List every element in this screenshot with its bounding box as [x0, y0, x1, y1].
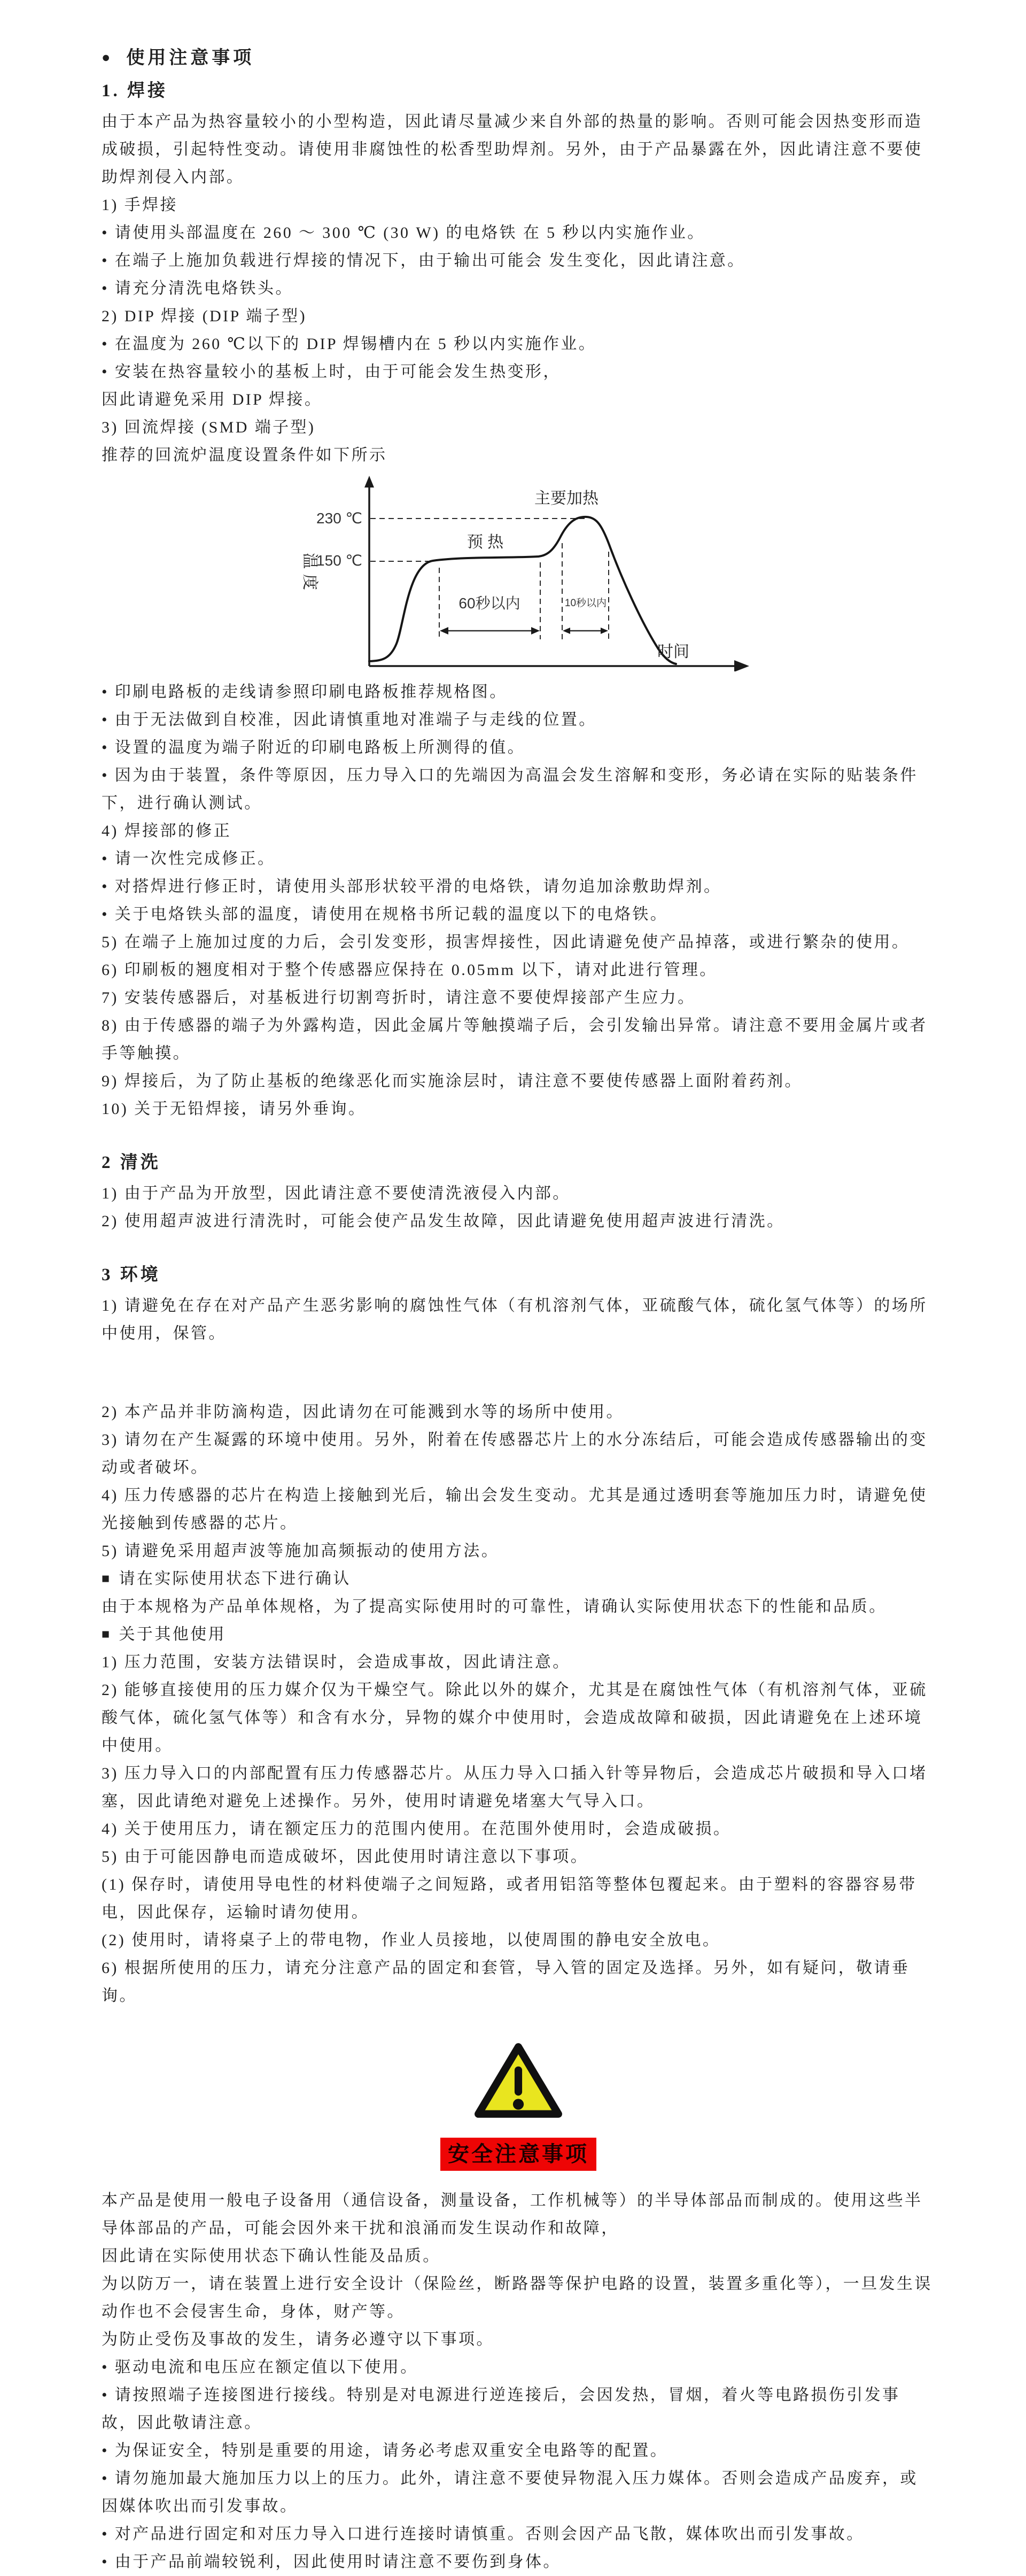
- doc-line: 2) 能够直接使用的压力媒介仅为干燥空气。除此以外的媒介，尤其是在腐蚀性气体（有机溶剂气体，亚硫酸气体，硫化氢气体等）和含有水分，异物的媒介中使用时，会造成故障和破损，因此请避免在上述环境中使用。: [102, 1681, 928, 1754]
- doc-line: 9) 焊接后，为了防止基板的绝缘恶化而实施涂层时，请注意不要使传感器上面附着药剂。: [102, 1072, 803, 1090]
- section-heading: 1. 焊接: [102, 81, 168, 100]
- doc-line: • 由于无法做到自校准，因此请慎重地对准端子与走线的位置。: [102, 711, 597, 729]
- round-bullet-icon: ●: [102, 49, 114, 65]
- square-heading-text: 请在实际使用状态下进行确认: [119, 1570, 351, 1588]
- doc-line: 推荐的回流炉温度设置条件如下所示: [102, 446, 387, 464]
- reflow-chart-canvas: [289, 473, 759, 671]
- arrowhead-right-icon: [601, 628, 608, 634]
- doc-line: 1) 请避免在存在对产品产生恶劣影响的腐蚀性气体（有机溶剂气体，亚硫酸气体，硫化氢气体等）的场所中使用，保管。: [102, 1297, 928, 1342]
- y-tick-230: 230 ℃: [316, 510, 362, 527]
- doc-line: 6) 根据所使用的压力，请充分注意产品的固定和套管，导入管的固定及选择。另外，如有疑问，敬请垂询。: [102, 1959, 910, 2005]
- doc-line: • 关于电烙铁头部的温度，请使用在规格书所记载的温度以下的电烙铁。: [102, 906, 669, 923]
- doc-line: • 请按照端子连接图进行接线。特别是对电源进行逆连接后，会因发热，冒烟，着火等电路损伤引发事故，因此敬请注意。: [102, 2386, 900, 2432]
- doc-line: 为防止受伤及事故的发生，请务必遵守以下事项。: [102, 2331, 494, 2348]
- doc-line: 2) 本产品并非防滴构造，因此请勿在可能溅到水等的场所中使用。: [102, 1403, 624, 1421]
- doc-line: • 请一次性完成修正。: [102, 850, 276, 868]
- doc-line: 3) 压力导入口的内部配置有压力传感器芯片。从压力导入口插入针等异物后，会造成芯片破损和导入口堵塞，因此请绝对避免上述操作。另外，使用时请避免堵塞大气导入口。: [102, 1765, 928, 1810]
- doc-line: 2) DIP 焊接 (DIP 端子型): [102, 307, 307, 325]
- document-section-cleaning-environment: [102, 678, 935, 2010]
- doc-line: 5) 由于可能因静电而造成破坏，因此使用时请注意以下事项。: [102, 1848, 589, 1866]
- doc-line: • 因为由于装置，条件等原因，压力导入口的先端因为高温会发生溶解和变形，务必请在实际的贴装条件下，进行确认测试。: [102, 767, 918, 812]
- section-heading: 2 清洗: [102, 1153, 161, 1172]
- doc-line: • 请使用头部温度在 260 ～ 300 ℃ (30 W) 的电烙铁 在 5 秒以内实施作业。: [102, 224, 705, 242]
- doc-line: 1) 由于产品为开放型，因此请注意不要使清洗液侵入内部。: [102, 1185, 571, 1202]
- arrowhead-left-icon: [563, 628, 570, 634]
- doc-line: 4) 焊接部的修正: [102, 822, 232, 840]
- preheat-label: 预 热: [467, 533, 504, 551]
- doc-line: 2) 使用超声波进行清洗时，可能会使产品发生故障，因此请避免使用超声波进行清洗。: [102, 1212, 785, 1230]
- doc-line: • 为保证安全，特别是重要的用途，请务必考虑双重安全电路等的配置。: [102, 2442, 669, 2459]
- doc-line: 7) 安装传感器后，对基板进行切割弯折时，请注意不要使焊接部产生应力。: [102, 989, 696, 1007]
- doc-line: 本产品是使用一般电子设备用（通信设备，测量设备，工作机械等）的半导体部品而制成的。使用这些半导体部品的产品，可能会因外来干扰和浪涌而发生误动作和故障，: [102, 2192, 923, 2237]
- arrowhead-right-icon: [531, 627, 540, 635]
- doc-line: 1) 压力范围，安装方法错误时，会造成事故，因此请注意。: [102, 1653, 571, 1671]
- doc-line: 3) 回流焊接 (SMD 端子型): [102, 419, 316, 436]
- y-axis-arrow-icon: [364, 476, 374, 488]
- doc-line: 8) 由于传感器的端子为外露构造，因此金属片等触摸端子后，会引发输出异常。请注意不要用金属片或者手等触摸。: [102, 1017, 928, 1062]
- doc-line: • 印刷电路板的走线请参照印刷电路板推荐规格图。: [102, 683, 508, 701]
- square-heading: [102, 1621, 935, 1649]
- doc-line: 5) 请避免采用超声波等施加高频振动的使用方法。: [102, 1542, 500, 1560]
- doc-line: 由于本产品为热容量较小的小型构造，因此请尽量减少来自外部的热量的影响。否则可能会因热变形而造成破损，引起特性变动。请使用非腐蚀性的松香型助焊剂。另外，由于产品暴露在外，因此请注意不要使助焊剂侵入内部。: [102, 113, 923, 186]
- arrowhead-left-icon: [440, 627, 448, 635]
- doc-line: • 由于产品前端较锐利，因此使用时请注意不要伤到身体。: [102, 2553, 561, 2571]
- doc-line: (1) 保存时，请使用导电性的材料使端子之间短路，或者用铝箔等整体包覆起来。由于塑料的容器容易带电，因此保存，运输时请勿使用。: [102, 1876, 917, 1921]
- section-heading: 3 环境: [102, 1265, 161, 1285]
- doc-line: (2) 使用时，请将桌子上的带电物，作业人员接地，以使周围的静电安全放电。: [102, 1931, 721, 1949]
- doc-line: 3) 请勿在产生凝露的环境中使用。另外，附着在传感器芯片上的水分冻结后，可能会造成传感器输出的变动或者破坏。: [102, 1431, 928, 1476]
- warning-triangle-icon: [472, 2040, 564, 2121]
- doc-line: • 请勿施加最大施加压力以上的压力。此外，请注意不要使异物混入压力媒体。否则会造成产品废弃，或因媒体吹出而引发事故。: [102, 2470, 918, 2515]
- document-section-soldering: [102, 43, 935, 469]
- page-title-text: 使用注意事项: [126, 48, 255, 68]
- doc-line: 因此请避免采用 DIP 焊接。: [102, 391, 323, 408]
- doc-line: • 驱动电流和电压应在额定值以下使用。: [102, 2358, 418, 2376]
- doc-line: 因此请在实际使用状态下确认性能及品质。: [102, 2247, 441, 2265]
- document-section-general-safety: [102, 2187, 935, 2576]
- doc-line: 10) 关于无铅焊接，请另外垂询。: [102, 1100, 367, 1118]
- y-axis-label: 温度: [301, 553, 318, 595]
- doc-line: 4) 关于使用压力，请在额定压力的范围内使用。在范围外使用时，会造成破损。: [102, 1820, 732, 1838]
- doc-line: • 对搭焊进行修正时，请使用头部形状较平滑的电烙铁，请勿追加涂敷助焊剂。: [102, 878, 722, 895]
- doc-line: 5) 在端子上施加过度的力后，会引发变形，损害焊接性，因此请避免使产品掉落，或进行繁杂的使用。: [102, 933, 910, 951]
- reflow-profile-chart: [289, 473, 935, 674]
- doc-line: 由于本规格为产品单体规格，为了提高实际使用时的可靠性，请确认实际使用状态下的性能和品质。: [102, 1598, 887, 1615]
- doc-line: • 对产品进行固定和对压力导入口进行连接时请慎重。否则会因产品飞散，媒体吹出而引发事故。: [102, 2525, 865, 2543]
- blank-gap: [102, 1348, 935, 1398]
- safety-banner: 安全注意事项: [440, 2138, 596, 2171]
- main-heating-label: 主要加热: [534, 490, 598, 507]
- x-axis-label: 时间: [657, 643, 689, 661]
- doc-line: • 请充分清洗电烙铁头。: [102, 280, 293, 297]
- within-60s-label: 60秒以内: [458, 595, 520, 612]
- doc-line: 为以防万一，请在装置上进行安全设计（保险丝，断路器等保护电路的设置，装置多重化等），一旦发生误动作也不会侵害生命，身体，财产等。: [102, 2275, 932, 2320]
- doc-line: • 安装在热容量较小的基板上时，由于可能会发生热变形，: [102, 363, 561, 381]
- within-10s-label: 10秒以内: [564, 598, 607, 609]
- doc-line: 1) 手焊接: [102, 196, 178, 214]
- doc-line: 6) 印刷板的翘度相对于整个传感器应保持在 0.05mm 以下，请对此进行管理。: [102, 961, 718, 979]
- square-heading-text: 关于其他使用: [119, 1626, 226, 1643]
- temperature-curve: [369, 517, 676, 664]
- safety-warning-block: [102, 2040, 935, 2171]
- doc-line: 4) 压力传感器的芯片在构造上接触到光后，输出会发生变动。尤其是通过透明套等施加压力时，请避免使光接触到传感器的芯片。: [102, 1487, 928, 1532]
- square-heading: [102, 1565, 935, 1593]
- doc-line: • 设置的温度为端子附近的印刷电路板上所测得的值。: [102, 739, 526, 756]
- square-bullet-icon: ■: [102, 1572, 112, 1586]
- page-title: [102, 43, 935, 73]
- x-axis-arrow-icon: [734, 660, 749, 671]
- doc-line: • 在温度为 260 ℃以下的 DIP 焊锡槽内在 5 秒以内实施作业。: [102, 335, 597, 353]
- doc-line: • 在端子上施加负载进行焊接的情况下，由于输出可能会 发生变化，因此请注意。: [102, 252, 745, 269]
- square-bullet-icon: ■: [102, 1627, 112, 1642]
- y-tick-150: 150 ℃: [316, 552, 362, 569]
